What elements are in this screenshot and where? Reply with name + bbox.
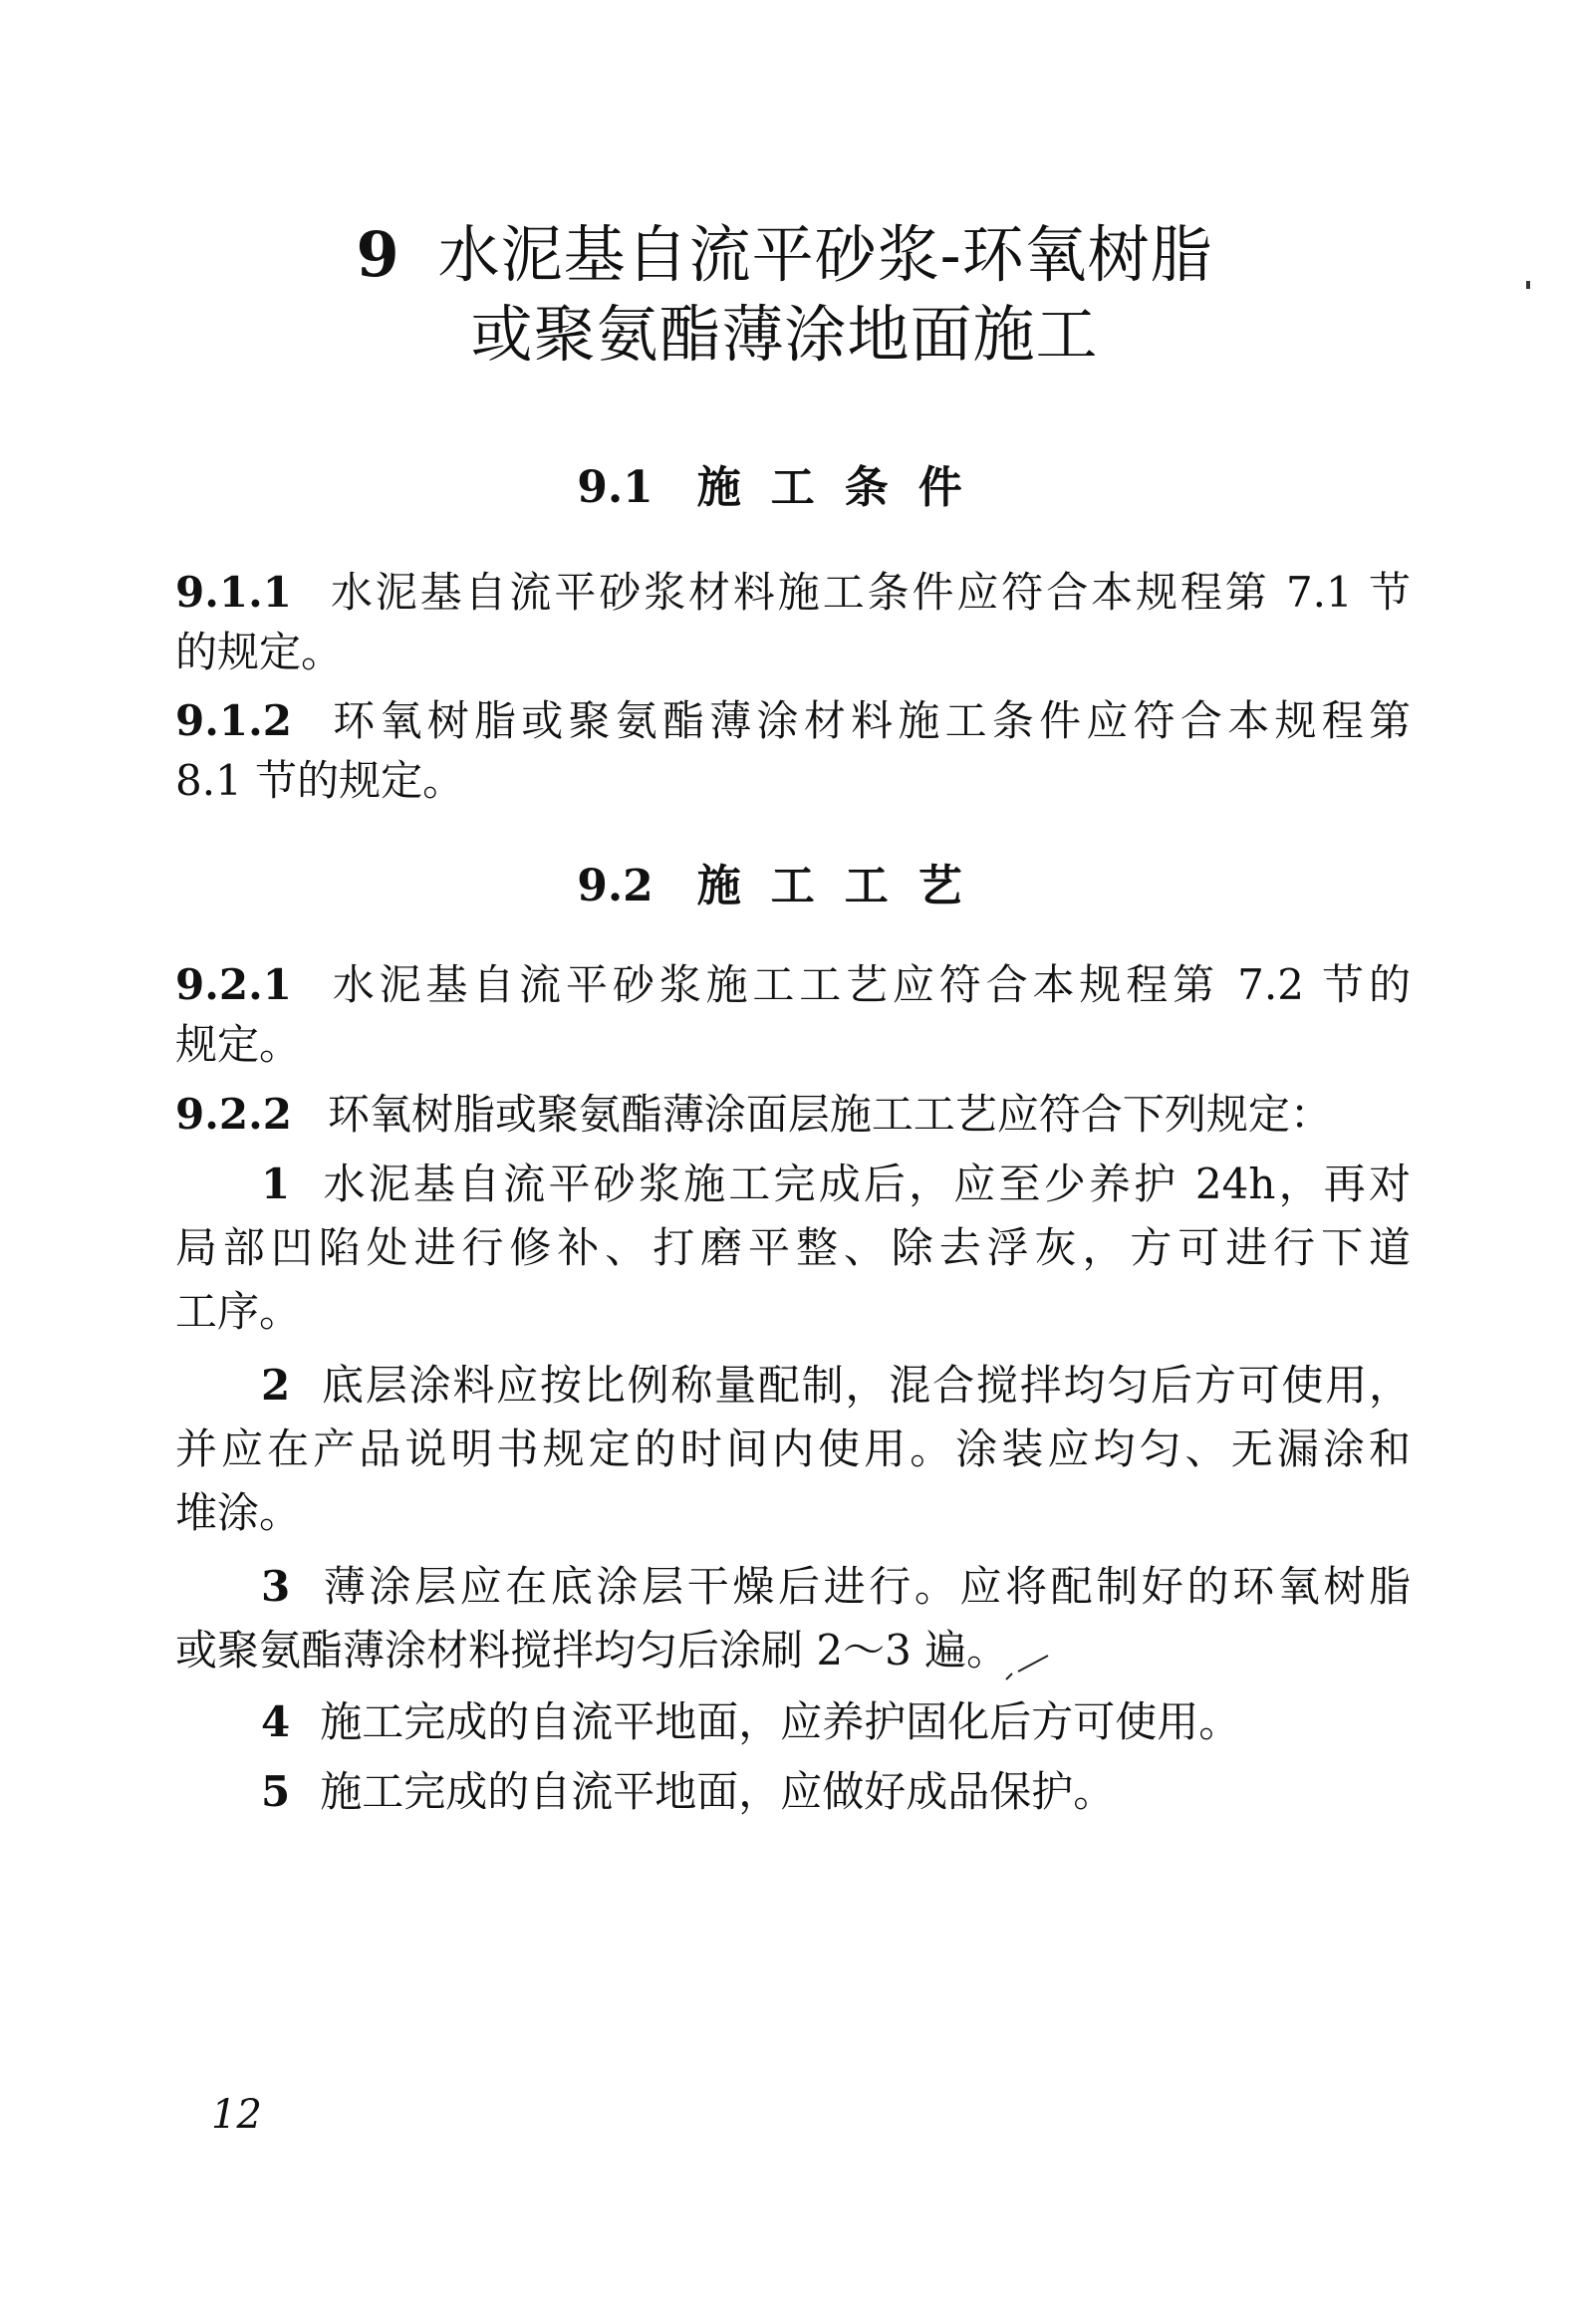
- page-number: 12: [211, 2092, 262, 2138]
- item-number: 2: [261, 1361, 291, 1410]
- chapter-title-text-2: 或聚氨酯薄涂地面施工: [470, 298, 1099, 371]
- clause-number: 9.1.1: [175, 568, 292, 617]
- item-number: 4: [261, 1697, 291, 1746]
- clause-number: 9.1.2: [175, 696, 292, 745]
- section-heading-9-2: [0, 857, 1569, 916]
- clause-9-2-1-line-1: [175, 956, 1411, 1014]
- item-text: 底层涂料应按比例称量配制，混合搅拌均匀后方可使用，: [320, 1361, 1411, 1410]
- item-number: 3: [261, 1562, 291, 1611]
- clause-text: 的规定。: [175, 628, 344, 676]
- item-1-line-3: [175, 1283, 1411, 1341]
- clause-text: 8.1 节的规定。: [175, 756, 465, 805]
- item-text: 或聚氨酯薄涂材料搅拌均匀后涂刷 2～3 遍。: [175, 1626, 1009, 1675]
- chapter-title-text-1: 水泥基自流平砂浆-环氧树脂: [437, 218, 1213, 291]
- clause-9-2-1-line-2: [175, 1016, 1411, 1074]
- clause-number: 9.2.1: [175, 960, 292, 1009]
- item-2-line-1: [261, 1357, 1411, 1415]
- item-text: 堆涂。: [175, 1488, 302, 1537]
- item-text: 施工完成的自流平地面，应做好成品保护。: [320, 1767, 1116, 1816]
- clause-text: 水泥基自流平砂浆施工工艺应符合本规程第 7.2 节的: [327, 960, 1411, 1009]
- item-4-line-1: [261, 1693, 1411, 1751]
- item-2-line-3: [175, 1484, 1411, 1542]
- item-number: 5: [261, 1767, 291, 1816]
- item-1-line-2: [175, 1219, 1411, 1277]
- clause-text: 规定。: [175, 1020, 302, 1069]
- clause-9-1-1-line-1: [175, 564, 1411, 622]
- clause-9-1-2-line-1: [175, 692, 1411, 750]
- section-title: 施工工艺: [696, 861, 992, 911]
- item-text: 并应在产品说明书规定的时间内使用。涂装应均匀、无漏涂和: [175, 1424, 1411, 1473]
- section-title: 施工条件: [696, 462, 992, 513]
- clause-9-1-2-line-2: [175, 752, 1411, 810]
- item-text: 局部凹陷处进行修补、打磨平整、除去浮灰，方可进行下道: [175, 1223, 1411, 1272]
- item-1-line-1: [261, 1156, 1411, 1213]
- item-3-line-1: [261, 1558, 1411, 1616]
- clause-9-1-1-line-2: [175, 624, 1411, 681]
- item-5-line-1: [261, 1763, 1411, 1821]
- chapter-title-line-1: [0, 215, 1569, 295]
- clause-text: 环氧树脂或聚氨酯薄涂材料施工条件应符合本规程第: [327, 696, 1411, 745]
- section-number: 9.2: [577, 861, 654, 911]
- item-number: 1: [261, 1160, 291, 1208]
- clause-9-2-2-line-1: [175, 1086, 1411, 1144]
- clause-text: 水泥基自流平砂浆材料施工条件应符合本规程第 7.1 节: [327, 568, 1411, 617]
- item-2-line-2: [175, 1420, 1411, 1478]
- clause-number: 9.2.2: [175, 1090, 292, 1139]
- section-number: 9.1: [577, 462, 654, 513]
- chapter-title-line-2: [0, 295, 1569, 375]
- item-text: 工序。: [175, 1287, 302, 1336]
- item-text: 薄涂层应在底涂层干燥后进行。应将配制好的环氧树脂: [320, 1562, 1411, 1611]
- chapter-number: 9: [356, 218, 400, 291]
- item-text: 水泥基自流平砂浆施工完成后，应至少养护 24h，再对: [320, 1160, 1411, 1208]
- handwritten-tick-mark: [1004, 1654, 1050, 1683]
- clause-text: 环氧树脂或聚氨酯薄涂面层施工工艺应符合下列规定：: [327, 1090, 1332, 1139]
- item-3-line-2: [175, 1622, 1411, 1679]
- section-heading-9-1: [0, 458, 1569, 518]
- item-text: 施工完成的自流平地面，应养护固化后方可使用。: [320, 1697, 1241, 1746]
